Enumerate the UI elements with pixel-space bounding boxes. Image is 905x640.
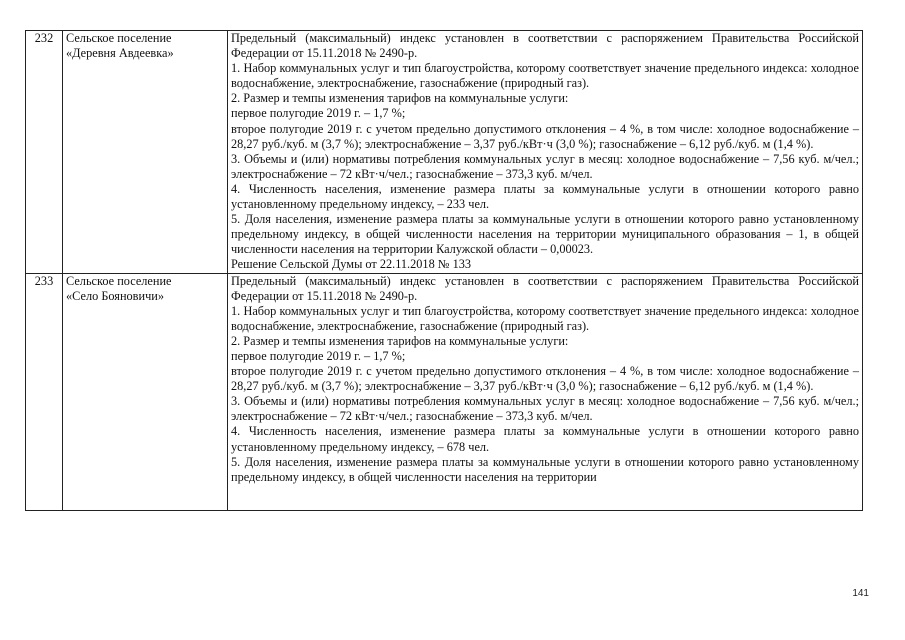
paragraph: 3. Объемы и (или) нормативы потребления коммунальных услуг в месяц: холодное водоснабжение – 7,56 куб. м/чел.; электроснабжение – 72 кВт·ч/чел.; газоснабжение – 373,3 куб. м/чел. bbox=[231, 151, 859, 181]
row-number: 233 bbox=[26, 273, 63, 510]
index-description bbox=[228, 31, 863, 274]
settlement-name-line: Сельское поселение bbox=[66, 273, 172, 288]
settlement-name-line: «Село Бояновичи» bbox=[66, 288, 164, 303]
paragraph: первое полугодие 2019 г. – 1,7 %; bbox=[231, 106, 406, 121]
paragraph: второе полугодие 2019 г. с учетом предельно допустимого отклонения – 4 %, в том числе: холодное водоснабжение – 28,27 руб./куб. м (3,7 %); электроснабжение – 3,37 руб./кВт·ч (3,0 %); газоснабжение – 6,12 руб./куб. м (1,4 %). bbox=[231, 121, 859, 151]
paragraph: 2. Размер и темпы изменения тарифов на коммунальные услуги: bbox=[231, 333, 569, 348]
settlement-name-line: «Деревня Авдеевка» bbox=[66, 46, 174, 61]
index-description bbox=[228, 273, 863, 510]
paragraph: Предельный (максимальный) индекс установлен в соответствии с распоряжением Правительства Российской Федерации от 15.11.2018 № 2490-р. bbox=[231, 273, 859, 303]
paragraph: 1. Набор коммунальных услуг и тип благоустройства, которому соответствует значение предельного индекса: холодное водоснабжение, электроснабжение, газоснабжение (природный газ). bbox=[231, 61, 859, 91]
paragraph: второе полугодие 2019 г. с учетом предельно допустимого отклонения – 4 %, в том числе: холодное водоснабжение – 28,27 руб./куб. м (3,7 %); электроснабжение – 3,37 руб./кВт·ч (3,0 %); газоснабжение – 6,12 руб./куб. м (1,4 %). bbox=[231, 364, 859, 394]
settlement-name bbox=[63, 273, 228, 510]
paragraph: Предельный (максимальный) индекс установлен в соответствии с распоряжением Правительства Российской Федерации от 15.11.2018 № 2490-р. bbox=[231, 31, 859, 61]
table-row bbox=[26, 273, 863, 510]
description-clip bbox=[231, 274, 859, 510]
paragraph: первое полугодие 2019 г. – 1,7 %; bbox=[231, 348, 406, 363]
settlement-name-line: Сельское поселение bbox=[66, 31, 172, 45]
paragraph: 1. Набор коммунальных услуг и тип благоустройства, которому соответствует значение предельного индекса: холодное водоснабжение, электроснабжение, газоснабжение (природный газ). bbox=[231, 303, 859, 333]
paragraph: 3. Объемы и (или) нормативы потребления коммунальных услуг в месяц: холодное водоснабжение – 7,56 куб. м/чел.; электроснабжение – 72 кВт·ч/чел.; газоснабжение – 373,3 куб. м/чел. bbox=[231, 394, 859, 424]
row-number: 232 bbox=[26, 31, 63, 274]
paragraph: Решение Сельской Думы от 22.11.2018 № 133 bbox=[231, 257, 472, 272]
settlement-name bbox=[63, 31, 228, 274]
paragraph: 4. Численность населения, изменение размера платы за коммунальные услуги в отношении которого равно установленному предельному индексу, – 233 чел. bbox=[231, 181, 859, 212]
paragraph: 5. Доля населения, изменение размера платы за коммунальные услуги в отношении которого равно установленному предельному индексу, в общей численности населения на территории муниципального образования – 1, в общей численности населения на территории Калужской области – 0,00023. bbox=[231, 212, 859, 257]
paragraph: 4. Численность населения, изменение размера платы за коммунальные услуги в отношении которого равно установленному предельному индексу, – 678 чел. bbox=[231, 424, 859, 454]
page-number: 141 bbox=[852, 588, 869, 599]
paragraph: 2. Размер и темпы изменения тарифов на коммунальные услуги: bbox=[231, 91, 569, 106]
table-row bbox=[26, 31, 863, 274]
paragraph: 5. Доля населения, изменение размера платы за коммунальные услуги в отношении которого равно установленному предельному индексу, в общей численности населения на территории bbox=[231, 454, 859, 484]
tariff-index-table bbox=[25, 30, 863, 511]
